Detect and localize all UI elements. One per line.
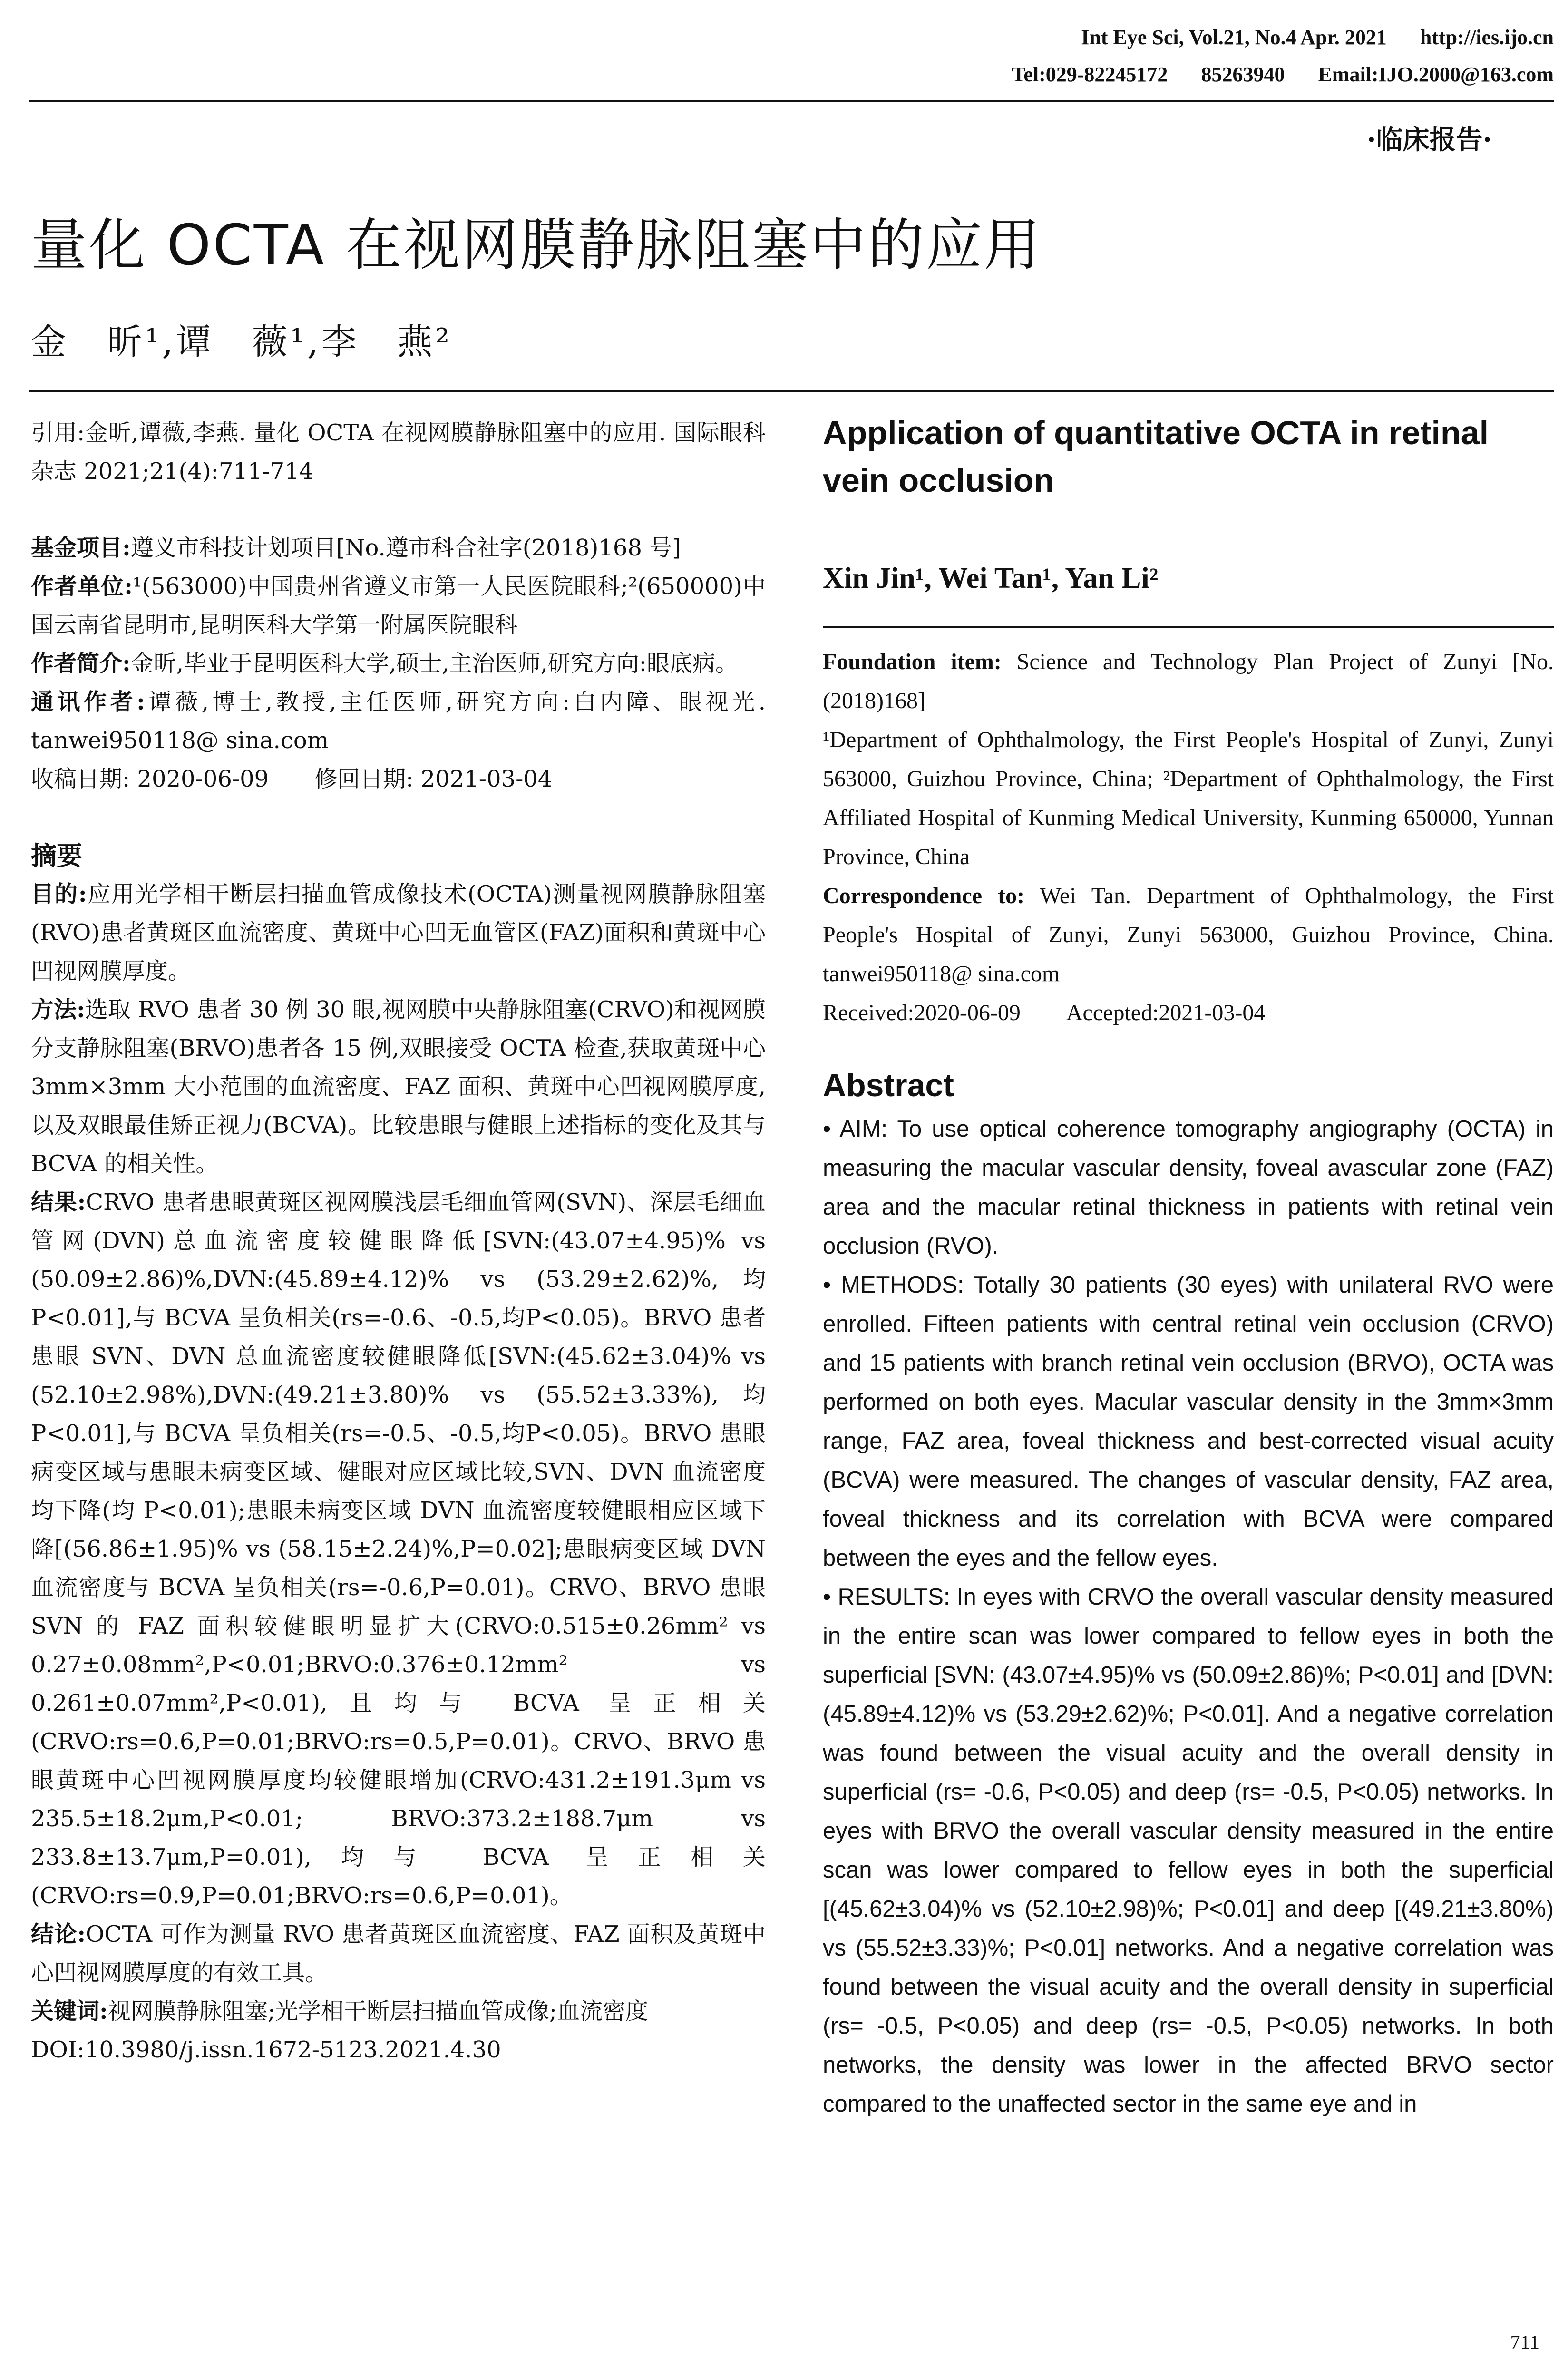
methods-text-en: Totally 30 patients (30 eyes) with unilateral RVO were enrolled. Fifteen patients with central retinal vein occlusion (CRVO) and 15 patients with branch retinal vein occlusion (BRVO), OCTA was performed on both eyes. Macular vascular density in the 3mm×3mm range, FAZ area, foveal thickness and best-corrected visual acuity (BCVA) were measured. The changes of vascular density, FAZ area, foveal thickness and its correlation with BCVA were compared between the eyes and the fellow eyes. (823, 1272, 1554, 1571)
affil-label: 作者单位: (31, 573, 133, 600)
results-en (823, 1578, 1554, 2124)
header-line-2 (978, 56, 1554, 93)
aim-text-en: To use optical coherence tomography angiography (OCTA) in measuring the macular vascular density, foveal avascular zone (FAZ) area and the macular retinal thickness in patients with retinal vein occlusion (RVO). (823, 1116, 1554, 1259)
fund-label-en: Foundation item: (823, 649, 1002, 674)
article-title-zh: 量化 OCTA 在视网膜静脉阻塞中的应用 (31, 212, 1042, 278)
citation: 引用:金昕,谭薇,李燕. 量化 OCTA 在视网膜静脉阻塞中的应用. 国际眼科杂志 2021;21(4):711-714 (31, 419, 766, 485)
fund-label: 基金项目: (31, 535, 131, 561)
article-title-en: Application of quantitative OCTA in retinal vein occlusion (823, 414, 1489, 499)
header-line-1 (978, 19, 1554, 56)
author-list-en: Xin Jin¹, Wei Tan¹, Yan Li² (823, 562, 1159, 594)
left-column (31, 414, 766, 2069)
bio-label: 作者简介: (31, 650, 131, 677)
methods-text-zh: 选取 RVO 患者 30 例 30 眼,视网膜中央静脉阻塞(CRVO)和视网膜分支静脉阻塞(BRVO)患者各 15 例,双眼接受 OCTA 检查,获取黄斑中心 3mm×3mm 大小范围的血流密度、FAZ 面积、黄斑中心凹视网膜厚度,以及双眼最佳矫正视力(BCVA)。比较患眼与健眼上述指标的变化及其与 BCVA 的相关性。 (31, 996, 766, 1177)
fund-info (31, 529, 766, 567)
journal-tel: Tel:029-82245172 (1012, 63, 1168, 86)
journal-url[interactable]: http://ies.ijo.cn (1420, 26, 1554, 49)
dates-zh: 收稿日期: 2020-06-09 修回日期: 2021-03-04 (31, 766, 553, 792)
correspondence (31, 683, 766, 760)
results-label-zh: 结果: (31, 1189, 86, 1216)
affil-text: ¹(563000)中国贵州省遵义市第一人民医院眼科;²(650000)中国云南省昆明市,昆明医科大学第一附属医院眼科 (31, 573, 766, 638)
author-bio (31, 644, 766, 683)
journal-citation: Int Eye Sci, Vol.21, No.4 Apr. 2021 (1081, 26, 1387, 49)
dates-en: Received:2020-06-09 Accepted:2021-03-04 (823, 1000, 1266, 1025)
corr-label: 通讯作者: (31, 689, 146, 715)
aim-text-zh: 应用光学相干断层扫描血管成像技术(OCTA)测量视网膜静脉阻塞(RVO)患者黄斑区血流密度、黄斑中心凹无血管区(FAZ)面积和黄斑中心凹视网膜厚度。 (31, 881, 766, 984)
conclusion-label-zh: 结论: (31, 1921, 86, 1948)
title-rule (29, 390, 1554, 392)
affiliation (31, 567, 766, 644)
doi[interactable]: DOI:10.3980/j.issn.1672-5123.2021.4.30 (31, 2036, 501, 2063)
correspondence-en (823, 877, 1554, 994)
abstract-heading-en: Abstract (823, 1067, 954, 1103)
section-label: ·临床报告· (1367, 124, 1492, 156)
aim-label-en: • AIM: (823, 1116, 888, 1142)
corr-text-en: Wei Tan. Department of Ophthalmology, the First People's Hospital of Zunyi, Zunyi 563000, Guizhou Province, China. tanwei950118@ sina.com (823, 883, 1554, 986)
aim-en (823, 1110, 1554, 1266)
author-list-zh: 金 昕¹,谭 薇¹,李 燕² (31, 321, 453, 362)
affiliation-en: ¹Department of Ophthalmology, the First People's Hospital of Zunyi, Zunyi 563000, Guizhou Province, China; ²Department of Ophthalmology, the First Affiliated Hospital of Kunming Medical University, Kunming 650000, Yunnan Province, China (823, 727, 1554, 869)
corr-label-en: Correspondence to: (823, 883, 1025, 908)
methods-en (823, 1266, 1554, 1578)
results-label-en: • RESULTS: (823, 1584, 950, 1610)
results-text-zh: CRVO 患者患眼黄斑区视网膜浅层毛细血管网(SVN)、深层毛细血管网(DVN)总血流密度较健眼降低[SVN:(43.07±4.95)% vs (50.09±2.86)%,DVN:(45.89±4.12)% vs (53.29±2.62)%,均 P<0.01],与 BCVA 呈负相关(rs=-0.6、-0.5,均P<0.05)。BRVO 患者患眼 SVN、DVN 总血流密度较健眼降低[SVN:(45.62±3.04)% vs (52.10±2.98%),DVN:(49.21±3.80)% vs (55.52±3.33%),均 P<0.01],与 BCVA 呈负相关(rs=-0.5、-0.5,均P<0.05)。BRVO 患眼病变区域与患眼未病变区域、健眼对应区域比较,SVN、DVN 血流密度均下降(均 P<0.01);患眼未病变区域 DVN 血流密度较健眼相应区域下降[(56.86±1.95)% vs (58.15±2.24)%,P=0.02];患眼病变区域 DVN 血流密度与 BCVA 呈负相关(rs=-0.6,P=0.01)。CRVO、BRVO 患眼 SVN 的 FAZ 面积较健眼明显扩大(CRVO:0.515±0.26mm² vs 0.27±0.08mm²,P<0.01;BRVO:0.376±0.12mm² vs 0.261±0.07mm²,P<0.01),且均与 BCVA 呈正相关(CRVO:rs=0.6,P=0.01;BRVO:rs=0.5,P=0.01)。CRVO、BRVO 患眼黄斑中心凹视网膜厚度均较健眼增加(CRVO:431.2±191.3μm vs 235.5±18.2μm,P<0.01; BRVO:373.2±188.7μm vs 233.8±13.7μm,P=0.01),均与 BCVA 呈正相关(CRVO:rs=0.9,P=0.01;BRVO:rs=0.6,P=0.01)。 (31, 1189, 766, 1909)
keywords-label-zh: 关键词: (31, 1998, 108, 2025)
english-authors-rule (823, 626, 1554, 628)
corr-text: 谭薇,博士,教授,主任医师,研究方向:白内障、眼视光. tanwei950118@ sina.com (31, 689, 766, 754)
aim-label-zh: 目的: (31, 881, 87, 907)
results-text-en: In eyes with CRVO the overall vascular density measured in the entire scan was lower compared to fellow eyes in both the superficial [SVN: (43.07±4.95)% vs (50.09±2.86)%; P<0.01] and [DVN: (45.89±4.12)% vs (53.29±2.62)%; P<0.01]. And a negative correlation was found between the visual acuity and the overall density in superficial (rs= -0.6, P<0.05) and deep (rs= -0.5, P<0.05) networks. In eyes with BRVO the overall vascular density measured in the entire scan was lower compared to fellow eyes in both the superficial [(45.62±3.04)% vs (52.10±2.98)%; P<0.01] and deep [(49.21±3.80%) vs (55.52±3.33)%; P<0.01] networks. And a negative correlation was found between the visual acuity and the overall density in superficial (rs= -0.5, P<0.05) and deep (rs= -0.5, P<0.05) networks. In both networks, the density was lower in the affected BRVO sector compared to the unaffected sector in the same eye and in (823, 1584, 1554, 2117)
journal-email[interactable]: Email:IJO.2000@163.com (1318, 63, 1554, 86)
running-header (978, 19, 1554, 93)
fund-text-en: Science and Technology Plan Project of Zunyi [No.(2018)168] (823, 649, 1554, 713)
page-number: 711 (1510, 2332, 1539, 2354)
journal-tel2: 85263940 (1201, 63, 1285, 86)
aim-zh (31, 875, 766, 991)
conclusion-text-zh: OCTA 可作为测量 RVO 患者黄斑区血流密度、FAZ 面积及黄斑中心凹视网膜厚度的有效工具。 (31, 1921, 766, 1986)
methods-label-zh: 方法: (31, 996, 85, 1023)
keywords-text-zh: 视网膜静脉阻塞;光学相干断层扫描血管成像;血流密度 (107, 1998, 649, 2025)
methods-zh (31, 991, 766, 1183)
abstract-heading-zh: 摘要 (31, 840, 82, 871)
methods-label-en: • METHODS: (823, 1272, 964, 1298)
conclusion-zh (31, 1915, 766, 1992)
bio-text: 金昕,毕业于昆明医科大学,硕士,主治医师,研究方向:眼底病。 (130, 650, 738, 677)
header-rule (29, 100, 1554, 102)
fund-text: 遵义市科技计划项目[No.遵市科合社字(2018)168 号] (130, 535, 681, 561)
fund-info-en (823, 643, 1554, 721)
keywords-zh (31, 1992, 766, 2031)
results-zh (31, 1183, 766, 1915)
right-column (823, 409, 1554, 2124)
